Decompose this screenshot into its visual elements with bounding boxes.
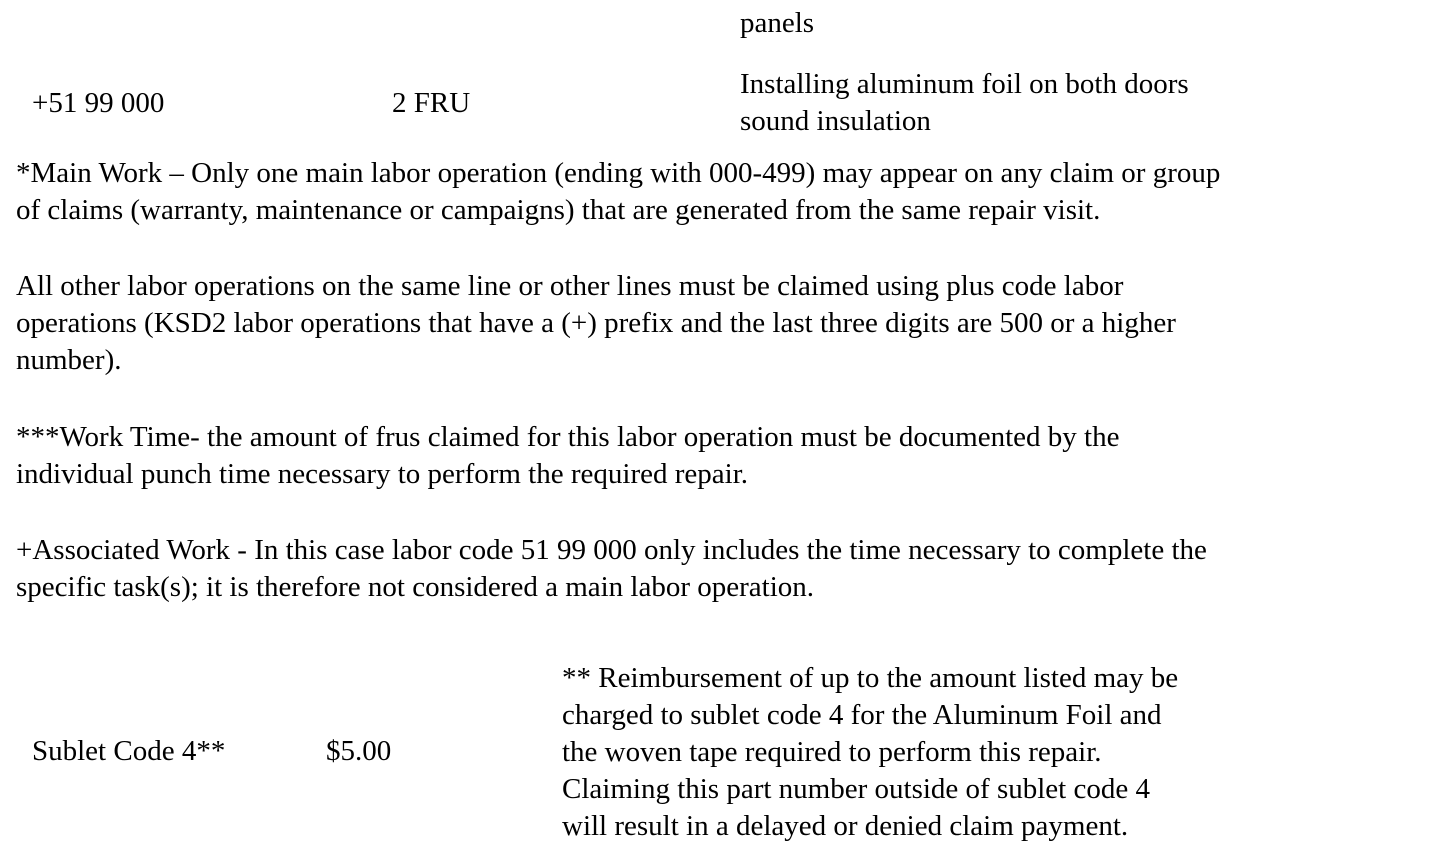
sublet-note-line: Claiming this part number outside of sublet code 4 [562, 773, 1150, 805]
labor-description-line: sound insulation [740, 105, 931, 137]
sublet-note-line: charged to sublet code 4 for the Aluminum Foil and [562, 699, 1162, 731]
associated-work-note [16, 532, 1426, 606]
sublet-note-line: will result in a delayed or denied claim payment. [562, 810, 1129, 842]
other-labor-note [16, 268, 1426, 379]
other-labor-note-line: number). [16, 344, 122, 376]
labor-description-tail: panels [740, 7, 815, 39]
labor-description-line: Installing aluminum foil on both doors [740, 68, 1189, 100]
other-labor-note-line: operations (KSD2 labor operations that have a (+) prefix and the last three digits are 500 or a higher [16, 307, 1176, 339]
main-work-note-line: *Main Work – Only one main labor operation (ending with 000-499) may appear on any claim or group [16, 157, 1221, 189]
work-time-note [16, 419, 1426, 493]
main-work-note-line: of claims (warranty, maintenance or campaigns) that are generated from the same repair visit. [16, 194, 1101, 226]
labor-description [740, 66, 1189, 140]
labor-frus: 2 FRU [392, 87, 471, 119]
labor-code: +51 99 000 [32, 87, 165, 119]
work-time-note-line: ***Work Time- the amount of frus claimed for this labor operation must be documented by the [16, 421, 1120, 453]
sublet-code: Sublet Code 4** [32, 735, 226, 767]
associated-work-note-line: specific task(s); it is therefore not considered a main labor operation. [16, 571, 815, 603]
other-labor-note-line: All other labor operations on the same line or other lines must be claimed using plus code labor [16, 270, 1124, 302]
sublet-note [562, 660, 1178, 845]
work-time-note-line: individual punch time necessary to perform the required repair. [16, 458, 748, 490]
sublet-amount: $5.00 [326, 735, 392, 767]
sublet-note-line: the woven tape required to perform this repair. [562, 736, 1102, 768]
associated-work-note-line: +Associated Work - In this case labor code 51 99 000 only includes the time necessary to complete the [16, 534, 1207, 566]
sublet-note-line: ** Reimbursement of up to the amount listed may be [562, 662, 1179, 694]
main-work-note [16, 155, 1426, 229]
